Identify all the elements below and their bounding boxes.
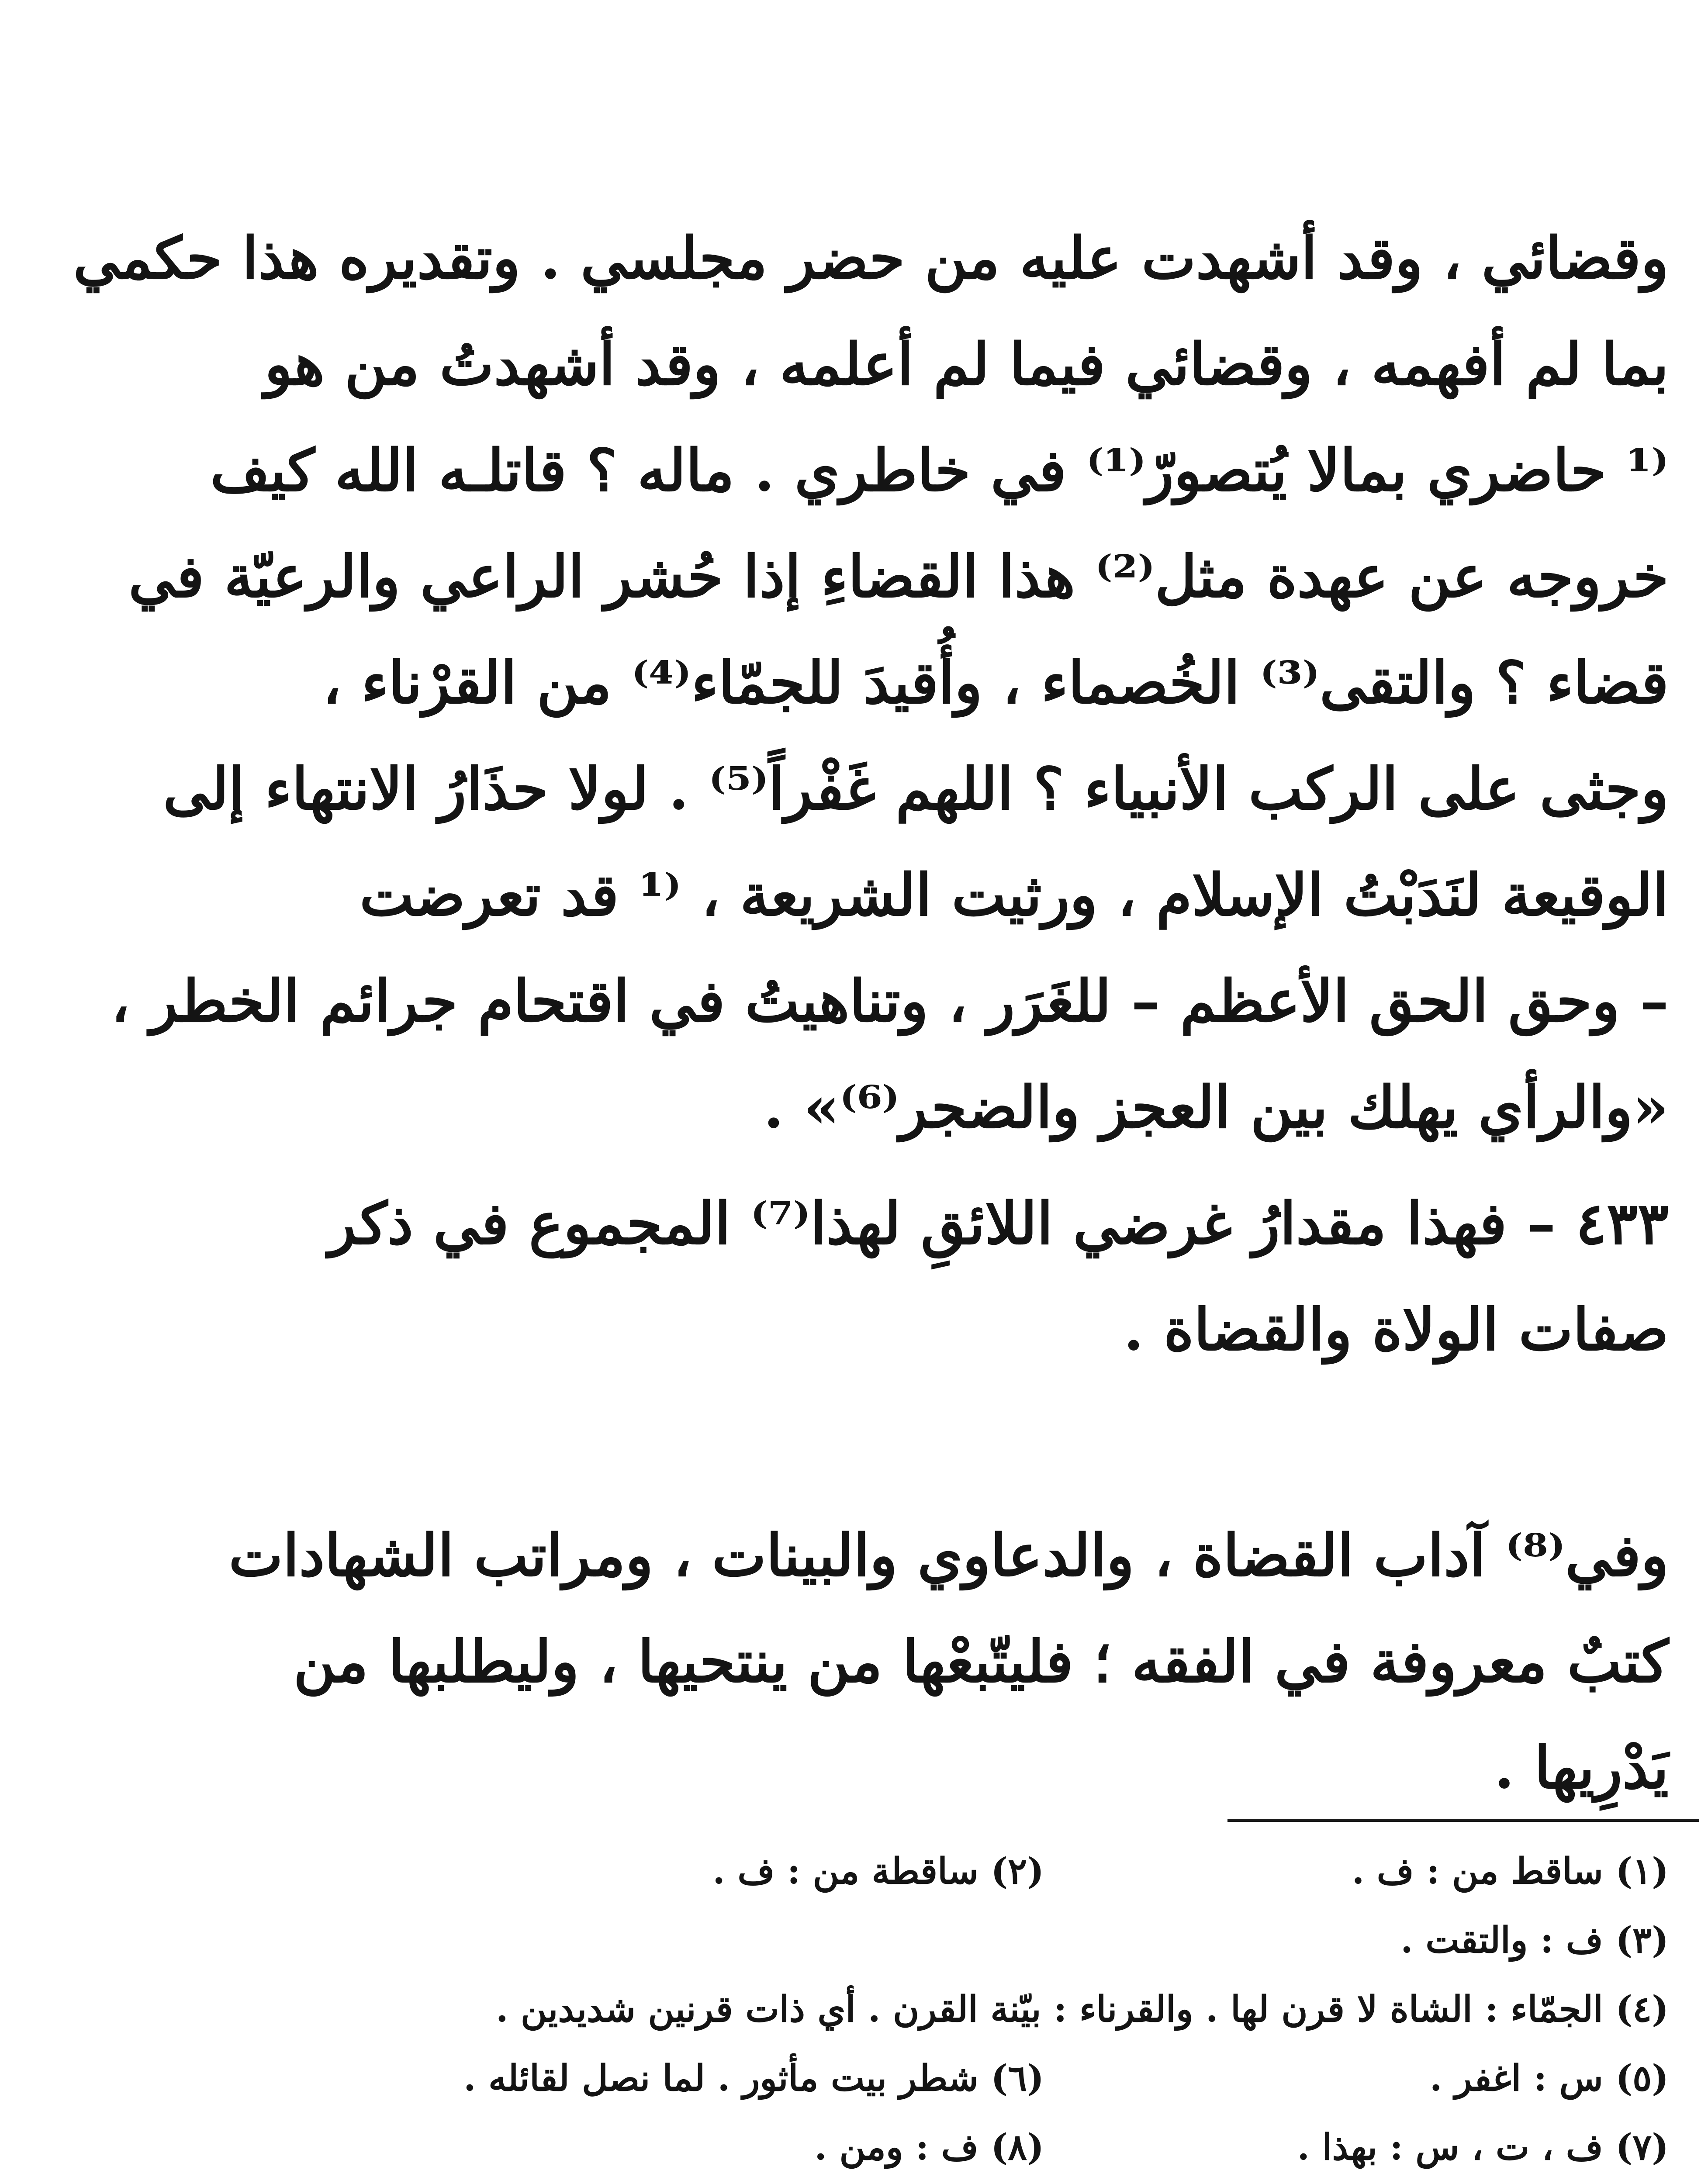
paragraph-2 bbox=[245, 1171, 1669, 1383]
footnote: (٢) ساقطة من : ف . bbox=[712, 1850, 1044, 1892]
text-line: كتبٌ معروفة في الفقه ؛ فليتّبعْها من ينتحيها ، وليطلبها من bbox=[293, 1628, 1669, 1696]
text-line: ٤٣٣ – فهذا مقدارُ غرضي اللائقِ لهذا⁽⁷⁾ المجموع في ذكر bbox=[328, 1190, 1669, 1258]
text-line: صفات الولاة والقضاة . bbox=[1124, 1296, 1669, 1364]
footnote-row bbox=[245, 1906, 1669, 1975]
text-line: قضاء ؟ والتقى⁽³⁾ الخُصماء ، وأُقيدَ للجمّاء⁽⁴⁾ من القرْناء ، bbox=[322, 649, 1669, 717]
text-line: – وحق الحق الأعظم – للغَرَر ، وتناهيتُ في اقتحام جرائم الخطر ، bbox=[111, 968, 1669, 1035]
text-line: وقضائي ، وقد أشهدت عليه من حضر مجلسي . وتقديره هذا حكمي bbox=[73, 225, 1669, 292]
text-line: ⁽¹ حاضري بمالا يُتصورّ⁽¹⁾ في خاطري . ماله ؟ قاتلـه الله كيف bbox=[210, 437, 1669, 505]
text-line: «والرأي يهلك بين العجز والضجر⁽⁶⁾» . bbox=[764, 1074, 1669, 1141]
footnote-row bbox=[245, 2044, 1669, 2113]
text-line: بما لم أفهمه ، وقضائي فيما لم أعلمه ، وقد أشهدتُ من هو bbox=[264, 331, 1669, 398]
footnote-row bbox=[245, 1975, 1669, 2044]
footnote-row bbox=[245, 2113, 1669, 2182]
footnote-separator bbox=[1227, 1819, 1699, 1822]
footnote-row bbox=[245, 1837, 1669, 1906]
text-line: وفي⁽⁸⁾ آداب القضاة ، والدعاوي والبينات ، ومراتب الشهادات bbox=[228, 1522, 1669, 1590]
footnote: (١) ساقط من : ف . bbox=[1352, 1850, 1669, 1892]
text-line: وجثى على الركب الأنبياء ؟ اللهم غَفْراً⁽⁵⁾ . لولا حذَارُ الانتهاء إلى bbox=[163, 755, 1669, 823]
footnote: (٥) س : اغفر . bbox=[1429, 2057, 1669, 2099]
paragraph-3 bbox=[228, 1503, 1669, 1821]
text-line: يَدْرِيها . bbox=[1494, 1734, 1669, 1802]
footnotes bbox=[245, 1837, 1669, 2182]
footnote: (٨) ف : ومن . bbox=[814, 2126, 1044, 2168]
text-line: خروجه عن عهدة مثل⁽²⁾ هذا القضاءِ إذا حُشر الراعي والرعيّة في bbox=[128, 543, 1669, 611]
footnote: (٣) ف : والتقت . bbox=[1400, 1919, 1669, 1961]
text-line: الوقيعة لنَدَبْتُ الإسلام ، ورثيت الشريعة ، ⁽¹ قد تعرضت bbox=[360, 861, 1669, 929]
footnote: (٤) الجمّاء : الشاة لا قرن لها . والقرناء : بيّنة القرن . أي ذات قرنين شديدين . bbox=[495, 1988, 1669, 2030]
footnote: (٦) شطر بيت مأثور . لما نصل لقائله . bbox=[463, 2057, 1044, 2099]
paragraph-1 bbox=[73, 205, 1669, 1161]
footnote: (٧) ف ، ت ، س : بهذا . bbox=[1297, 2126, 1669, 2168]
